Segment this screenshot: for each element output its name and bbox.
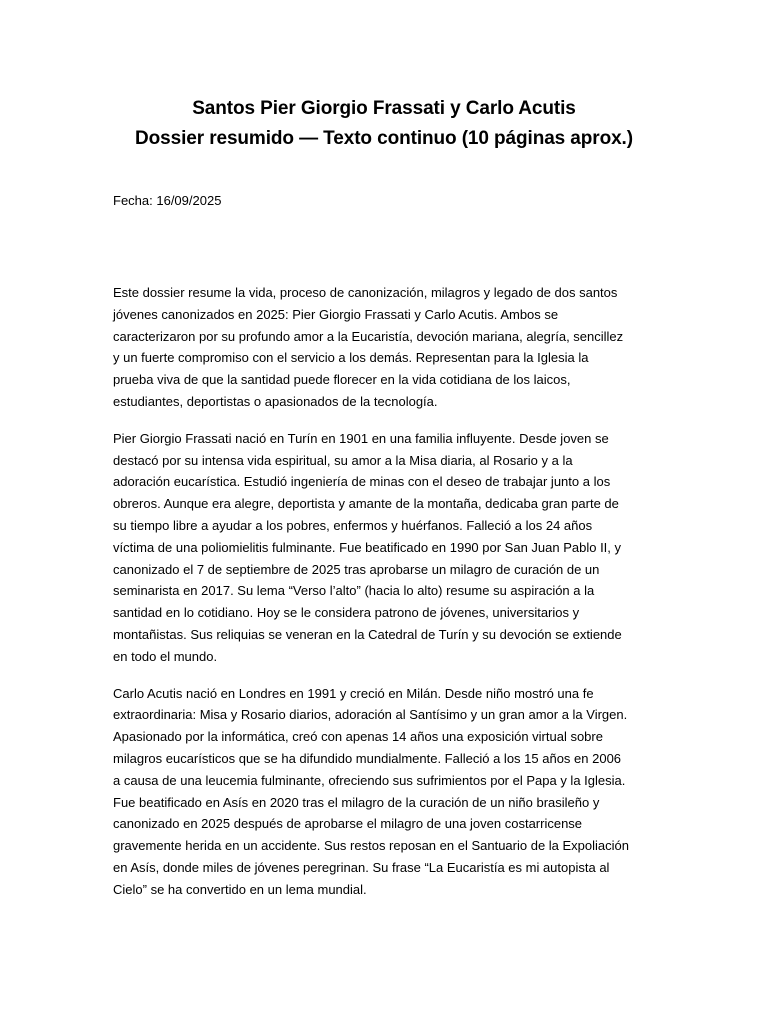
text-line: obreros. Aunque era alegre, deportista y amante de la montaña, dedicaba gran parte de	[113, 496, 619, 512]
text-line: canonizado el 7 de septiembre de 2025 tras aprobarse un milagro de curación de un	[113, 561, 600, 577]
paragraph-frassati	[113, 428, 658, 668]
text-line: Apasionado por la informática, creó con apenas 14 años una exposición virtual sobre	[113, 729, 603, 745]
text-line: Carlo Acutis nació en Londres en 1991 y creció en Milán. Desde niño mostró una fe	[113, 685, 594, 701]
text-line: y un fuerte compromiso con el servicio a los demás. Representan para la Iglesia la	[113, 350, 589, 366]
text-line: caracterizaron por su profundo amor a la Eucaristía, devoción mariana, alegría, sencillez	[113, 328, 624, 344]
text-line: estudiantes, deportistas o apasionados de la tecnología.	[113, 393, 438, 409]
paragraph-acutis	[113, 683, 658, 901]
title-line-1: Santos Pier Giorgio Frassati y Carlo Acutis	[192, 98, 576, 119]
text-line: en todo el mundo.	[113, 648, 218, 664]
text-line: montañistas. Sus reliquias se veneran en la Catedral de Turín y su devoción se extiende	[113, 626, 622, 642]
text-line: Este dossier resume la vida, proceso de canonización, milagros y legado de dos santos	[113, 285, 618, 300]
text-line: a causa de una leucemia fulminante, ofreciendo sus sufrimientos por el Papa y la Iglesia.	[113, 772, 626, 788]
text-line: canonizado en 2025 después de aprobarse el milagro de una joven costarricense	[113, 816, 583, 832]
document-title	[0, 94, 768, 154]
text-line: su tiempo libre a ayudar a los pobres, enfermos y huérfanos. Falleció a los 24 años	[113, 517, 593, 533]
document-body	[113, 282, 658, 916]
text-line: gravemente herida en un accidente. Sus restos reposan en el Santuario de la Expoliación	[113, 838, 629, 854]
text-line: extraordinaria: Misa y Rosario diarios, adoración al Santísimo y un gran amor a la Virgen.	[113, 707, 628, 723]
paragraph-intro	[113, 282, 658, 413]
text-line: Pier Giorgio Frassati nació en Turín en 1901 en una familia influyente. Desde joven se	[113, 430, 609, 446]
text-line: Fue beatificado en Asís en 2020 tras el milagro de la curación de un niño brasileño y	[113, 794, 600, 810]
text-line: víctima de una poliomielitis fulminante. Fue beatificado en 1990 por San Juan Pablo II, y	[113, 539, 622, 555]
text-line: seminarista en 2017. Su lema “Verso l’alto” (hacia lo alto) resume su aspiración a la	[113, 583, 595, 599]
text-line: adoración eucarística. Estudió ingeniería de minas con el deseo de trabajar junto a los	[113, 474, 611, 490]
text-line: santidad en lo cotidiano. Hoy se le considera patrono de jóvenes, universitarios y	[113, 605, 580, 621]
text-line: en Asís, donde miles de jóvenes peregrinan. Su frase “La Eucaristía es mi autopista al	[113, 859, 610, 875]
text-line: prueba viva de que la santidad puede florecer en la vida cotidiana de los laicos,	[113, 372, 571, 388]
title-line-2: Dossier resumido — Texto continuo (10 páginas aprox.)	[135, 128, 633, 149]
text-line: milagros eucarísticos que se ha difundido mundialmente. Falleció a los 15 años en 2006	[113, 750, 622, 766]
text-line: jóvenes canonizados en 2025: Pier Giorgio Frassati y Carlo Acutis. Ambos se	[113, 306, 559, 322]
text-line: Cielo” se ha convertido en un lema mundial.	[113, 881, 367, 897]
document-date: Fecha: 16/09/2025	[113, 193, 222, 208]
text-line: destacó por su intensa vida espiritual, su amor a la Misa diaria, al Rosario y a la	[113, 452, 573, 468]
